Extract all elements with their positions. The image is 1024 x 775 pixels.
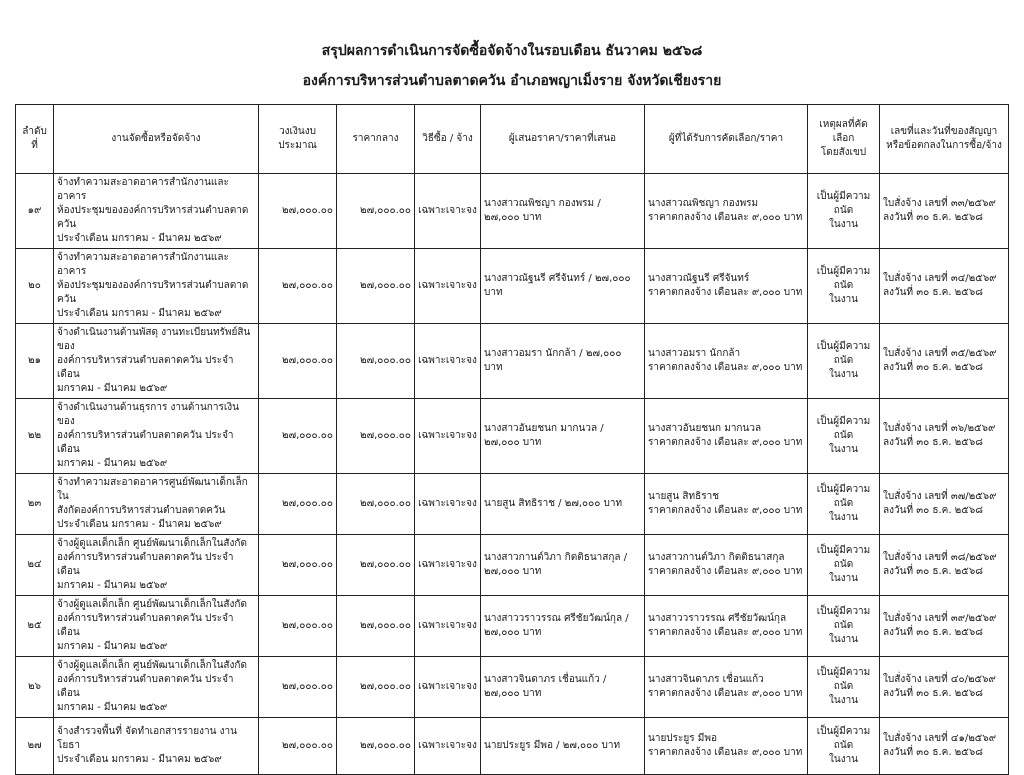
procurement-method: เฉพาะเจาะจง: [415, 174, 481, 249]
selected-vendor: นายสูน สิทธิราช ราคาตกลงจ้าง เดือนละ ๙,๐๐๐ บาท: [645, 474, 808, 535]
bidder-offer: นางสาวอันยชนก มากนวล / ๒๗,๐๐๐ บาท: [481, 399, 645, 474]
median-price: ๒๗,๐๐๐.๐๐: [337, 718, 415, 775]
contract-reference: ใบสั่งจ้าง เลขที่ ๓๔/๒๕๖๙ ลงวันที่ ๓๐ ธ.ค. ๒๕๖๘: [880, 249, 1009, 324]
col-header-median-price: ราคากลาง: [337, 105, 415, 174]
budget-amount: ๒๗,๐๐๐.๐๐: [259, 399, 337, 474]
row-number: ๒๕: [16, 596, 54, 657]
bidder-offer: นางสาวณพิชญา กองพรม / ๒๗,๐๐๐ บาท: [481, 174, 645, 249]
selected-vendor: นางสาวกานต์วิภา กิตติธนาสกุล ราคาตกลงจ้าง เดือนละ ๙,๐๐๐ บาท: [645, 535, 808, 596]
bidder-offer: นางสาวจินดาภร เชื่อนแก้ว / ๒๗,๐๐๐ บาท: [481, 657, 645, 718]
selected-vendor: นางสาวณพิชญา กองพรม ราคาตกลงจ้าง เดือนละ ๙,๐๐๐ บาท: [645, 174, 808, 249]
row-number: ๒๐: [16, 249, 54, 324]
budget-amount: ๒๗,๐๐๐.๐๐: [259, 535, 337, 596]
budget-amount: ๒๗,๐๐๐.๐๐: [259, 324, 337, 399]
median-price: ๒๗,๐๐๐.๐๐: [337, 174, 415, 249]
contract-reference: ใบสั่งจ้าง เลขที่ ๔๑/๒๕๖๙ ลงวันที่ ๓๐ ธ.ค. ๒๕๖๘: [880, 718, 1009, 775]
selection-reason: เป็นผู้มีความถนัด ในงาน: [808, 718, 880, 775]
budget-amount: ๒๗,๐๐๐.๐๐: [259, 657, 337, 718]
median-price: ๒๗,๐๐๐.๐๐: [337, 474, 415, 535]
median-price: ๒๗,๐๐๐.๐๐: [337, 657, 415, 718]
budget-amount: ๒๗,๐๐๐.๐๐: [259, 596, 337, 657]
table-row: [16, 399, 1009, 474]
selection-reason: เป็นผู้มีความถนัด ในงาน: [808, 324, 880, 399]
row-number: ๒๑: [16, 324, 54, 399]
table-row: [16, 657, 1009, 718]
bidder-offer: นายสูน สิทธิราช / ๒๗,๐๐๐ บาท: [481, 474, 645, 535]
budget-amount: ๒๗,๐๐๐.๐๐: [259, 474, 337, 535]
bidder-offer: นางสาววราวรรณ ศรีชัยวัฒน์กุล / ๒๗,๐๐๐ บาท: [481, 596, 645, 657]
document-title: สรุปผลการดำเนินการจัดซื้อจัดจ้างในรอบเดือน ธันวาคม ๒๕๖๘: [321, 43, 703, 59]
procurement-summary-table: [15, 104, 1009, 775]
table-row: [16, 596, 1009, 657]
procurement-method: เฉพาะเจาะจง: [415, 657, 481, 718]
col-header-work: งานจัดซื้อหรือจัดจ้าง: [54, 105, 259, 174]
bidder-offer: นางสาวณัฐนรี ศรีจันทร์ / ๒๗,๐๐๐ บาท: [481, 249, 645, 324]
median-price: ๒๗,๐๐๐.๐๐: [337, 535, 415, 596]
bidder-offer: นางสาวอมรา นักกล้า / ๒๗,๐๐๐ บาท: [481, 324, 645, 399]
contract-reference: ใบสั่งจ้าง เลขที่ ๓๕/๒๕๖๙ ลงวันที่ ๓๐ ธ.ค. ๒๕๖๘: [880, 324, 1009, 399]
procurement-method: เฉพาะเจาะจง: [415, 249, 481, 324]
budget-amount: ๒๗,๐๐๐.๐๐: [259, 174, 337, 249]
row-number: ๑๙: [16, 174, 54, 249]
col-header-reason: เหตุผลที่คัดเลือก โดยสังเขป: [808, 105, 880, 174]
row-number: ๒๔: [16, 535, 54, 596]
col-header-budget: วงเงินงบประมาณ: [259, 105, 337, 174]
work-description: จ้างผู้ดูแลเด็กเล็ก ศูนย์พัฒนาเด็กเล็กในสังกัด องค์การบริหารส่วนตำบลตาดควัน ประจำเดือน มกราคม - มีนาคม ๒๕๖๙: [54, 657, 259, 718]
selection-reason: เป็นผู้มีความถนัด ในงาน: [808, 535, 880, 596]
median-price: ๒๗,๐๐๐.๐๐: [337, 324, 415, 399]
work-description: จ้างดำเนินงานด้านพัสดุ งานทะเบียนทรัพย์สินของ องค์การบริหารส่วนตำบลตาดควัน ประจำเดือน มกราคม - มีนาคม ๒๕๖๙: [54, 324, 259, 399]
procurement-method: เฉพาะเจาะจง: [415, 718, 481, 775]
procurement-method: เฉพาะเจาะจง: [415, 596, 481, 657]
procurement-method: เฉพาะเจาะจง: [415, 474, 481, 535]
col-header-method: วิธีซื้อ / จ้าง: [415, 105, 481, 174]
selection-reason: เป็นผู้มีความถนัด ในงาน: [808, 657, 880, 718]
procurement-method: เฉพาะเจาะจง: [415, 535, 481, 596]
contract-reference: ใบสั่งจ้าง เลขที่ ๔๐/๒๕๖๙ ลงวันที่ ๓๐ ธ.ค. ๒๕๖๘: [880, 657, 1009, 718]
contract-reference: ใบสั่งจ้าง เลขที่ ๓๖/๒๕๖๙ ลงวันที่ ๓๐ ธ.ค. ๒๕๖๘: [880, 399, 1009, 474]
procurement-method: เฉพาะเจาะจง: [415, 324, 481, 399]
selected-vendor: นางสาวจินดาภร เชื่อนแก้ว ราคาตกลงจ้าง เดือนละ ๙,๐๐๐ บาท: [645, 657, 808, 718]
table-row: [16, 324, 1009, 399]
contract-reference: ใบสั่งจ้าง เลขที่ ๓๓/๒๕๖๙ ลงวันที่ ๓๐ ธ.ค. ๒๕๖๘: [880, 174, 1009, 249]
selection-reason: เป็นผู้มีความถนัด ในงาน: [808, 399, 880, 474]
median-price: ๒๗,๐๐๐.๐๐: [337, 249, 415, 324]
table-row: [16, 535, 1009, 596]
contract-reference: ใบสั่งจ้าง เลขที่ ๓๗/๒๕๖๙ ลงวันที่ ๓๐ ธ.ค. ๒๕๖๘: [880, 474, 1009, 535]
work-description: จ้างดำเนินงานด้านธุรการ งานด้านการเงินของ องค์การบริหารส่วนตำบลตาดควัน ประจำเดือน มกราคม - มีนาคม ๒๕๖๙: [54, 399, 259, 474]
procurement-method: เฉพาะเจาะจง: [415, 399, 481, 474]
selection-reason: เป็นผู้มีความถนัด ในงาน: [808, 596, 880, 657]
work-description: จ้างทำความสะอาดอาคารสำนักงานและอาคาร ห้องประชุมขององค์การบริหารส่วนตำบลตาดควัน ประจำเดือน มกราคม - มีนาคม ๒๕๖๙: [54, 249, 259, 324]
selected-vendor: นางสาววราวรรณ ศรีชัยวัฒน์กุล ราคาตกลงจ้าง เดือนละ ๙,๐๐๐ บาท: [645, 596, 808, 657]
table-row: [16, 474, 1009, 535]
selected-vendor: นางสาวอมรา นักกล้า ราคาตกลงจ้าง เดือนละ ๙,๐๐๐ บาท: [645, 324, 808, 399]
selected-vendor: นางสาวณัฐนรี ศรีจันทร์ ราคาตกลงจ้าง เดือนละ ๙,๐๐๐ บาท: [645, 249, 808, 324]
work-description: จ้างทำความสะอาดอาคารสำนักงานและอาคาร ห้องประชุมขององค์การบริหารส่วนตำบลตาดควัน ประจำเดือน มกราคม - มีนาคม ๒๕๖๙: [54, 174, 259, 249]
selection-reason: เป็นผู้มีความถนัด ในงาน: [808, 474, 880, 535]
col-header-bidder: ผู้เสนอราคา/ราคาที่เสนอ: [481, 105, 645, 174]
col-header-selected: ผู้ที่ได้รับการคัดเลือก/ราคา: [645, 105, 808, 174]
selected-vendor: นางสาวอันยชนก มากนวล ราคาตกลงจ้าง เดือนละ ๙,๐๐๐ บาท: [645, 399, 808, 474]
selection-reason: เป็นผู้มีความถนัด ในงาน: [808, 249, 880, 324]
budget-amount: ๒๗,๐๐๐.๐๐: [259, 718, 337, 775]
work-description: จ้างทำความสะอาดอาคารศูนย์พัฒนาเด็กเล็กใน สังกัดองค์การบริหารส่วนตำบลตาดควัน ประจำเดือน มกราคม - มีนาคม ๒๕๖๙: [54, 474, 259, 535]
row-number: ๒๖: [16, 657, 54, 718]
contract-reference: ใบสั่งจ้าง เลขที่ ๓๙/๒๕๖๙ ลงวันที่ ๓๐ ธ.ค. ๒๕๖๘: [880, 596, 1009, 657]
table-header-row: [16, 105, 1009, 174]
work-description: จ้างสำรวจพื้นที่ จัดทำเอกสารรายงาน งานโยธา ประจำเดือน มกราคม - มีนาคม ๒๕๖๙: [54, 718, 259, 775]
median-price: ๒๗,๐๐๐.๐๐: [337, 596, 415, 657]
col-header-no: ลำดับที่: [16, 105, 54, 174]
organization-subtitle: องค์การบริหารส่วนตำบลตาดควัน อำเภอพญาเม็งราย จังหวัดเชียงราย: [302, 73, 722, 89]
row-number: ๒๓: [16, 474, 54, 535]
selection-reason: เป็นผู้มีความถนัด ในงาน: [808, 174, 880, 249]
median-price: ๒๗,๐๐๐.๐๐: [337, 399, 415, 474]
table-row: [16, 718, 1009, 775]
table-row: [16, 249, 1009, 324]
row-number: ๒๗: [16, 718, 54, 775]
contract-reference: ใบสั่งจ้าง เลขที่ ๓๘/๒๕๖๙ ลงวันที่ ๓๐ ธ.ค. ๒๕๖๘: [880, 535, 1009, 596]
table-row: [16, 174, 1009, 249]
work-description: จ้างผู้ดูแลเด็กเล็ก ศูนย์พัฒนาเด็กเล็กในสังกัด องค์การบริหารส่วนตำบลตาดควัน ประจำเดือน มกราคม - มีนาคม ๒๕๖๙: [54, 596, 259, 657]
work-description: จ้างผู้ดูแลเด็กเล็ก ศูนย์พัฒนาเด็กเล็กในสังกัด องค์การบริหารส่วนตำบลตาดควัน ประจำเดือน มกราคม - มีนาคม ๒๕๖๙: [54, 535, 259, 596]
bidder-offer: นางสาวกานต์วิภา กิตติธนาสกุล / ๒๗,๐๐๐ บาท: [481, 535, 645, 596]
budget-amount: ๒๗,๐๐๐.๐๐: [259, 249, 337, 324]
bidder-offer: นายประยูร มีพอ / ๒๗,๐๐๐ บาท: [481, 718, 645, 775]
row-number: ๒๒: [16, 399, 54, 474]
selected-vendor: นายประยูร มีพอ ราคาตกลงจ้าง เดือนละ ๙,๐๐๐ บาท: [645, 718, 808, 775]
col-header-contract: เลขที่และวันที่ของสัญญา หรือข้อตกลงในการซื้อ/จ้าง: [880, 105, 1009, 174]
